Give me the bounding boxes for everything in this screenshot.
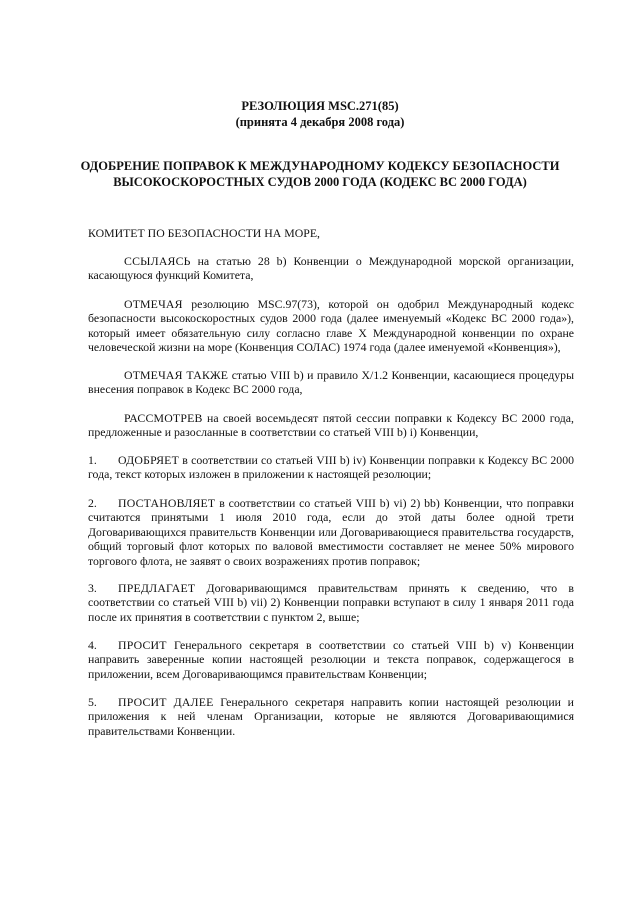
resolution-number: РЕЗОЛЮЦИЯ MSC.271(85) bbox=[241, 99, 399, 113]
preamble-paragraph-3 bbox=[88, 368, 574, 397]
preamble-lead-1: ССЫЛАЯСЬ bbox=[124, 254, 191, 268]
adoption-date: (принята 4 декабря 2008 года) bbox=[235, 115, 405, 129]
operative-paragraph-2 bbox=[88, 496, 574, 568]
operative-text-5: Генерального секретаря направить копии настоящей резолюции и приложения к ней членам Организации, которые не являются Договаривающимися правительствами Конвенции. bbox=[88, 695, 574, 738]
operative-lead-5: ПРОСИТ ДАЛЕЕ bbox=[118, 695, 214, 709]
preamble-paragraph-4 bbox=[88, 411, 574, 440]
operative-lead-1: ОДОБРЯЕТ bbox=[118, 453, 179, 467]
main-title-line-2: ВЫСОКОСКОРОСТНЫХ СУДОВ 2000 ГОДА (КОДЕКС ВС 2000 ГОДА) bbox=[113, 175, 527, 189]
operative-lead-3: ПРЕДЛАГАЕТ bbox=[118, 581, 196, 595]
preamble-lead-3: ОТМЕЧАЯ ТАКЖЕ bbox=[124, 368, 229, 382]
preamble-text-4: на своей восемьдесят пятой сессии поправки к Кодексу ВС 2000 года, предложенные и разосланные в соответствии со статьей VIII b) i) Конвенции, bbox=[88, 411, 574, 440]
preamble-text-2: резолюцию MSC.97(73), которой он одобрил Международный кодекс безопасности высокоскоростных судов 2000 года (далее именуемый «Кодекс ВС 2000 года»), который имеет обязательную силу согласно главе X Международной конвенции по охране человеческой жизни на море (Конвенция СОЛАС) 1974 года (далее именуемой «Конвенция»), bbox=[88, 297, 574, 355]
operative-lead-4: ПРОСИТ bbox=[118, 638, 167, 652]
operative-text-1: в соответствии со статьей VIII b) iv) Конвенции поправки к Кодексу ВС 2000 года, текст которых изложен в приложении к настоящей резолюции; bbox=[88, 453, 574, 482]
preamble-text-1: на статью 28 b) Конвенции о Международной морской организации, касающуюся функций Комитета, bbox=[88, 254, 574, 283]
resolution-header bbox=[60, 98, 580, 130]
operative-number-1: 1. bbox=[88, 453, 97, 467]
main-title-line-1: ОДОБРЕНИЕ ПОПРАВОК К МЕЖДУНАРОДНОМУ КОДЕКСУ БЕЗОПАСНОСТИ bbox=[80, 159, 560, 173]
operative-number-5: 5. bbox=[88, 695, 97, 709]
preamble-lead-2: ОТМЕЧАЯ bbox=[124, 297, 183, 311]
preamble-paragraph-1 bbox=[88, 254, 574, 283]
operative-text-3: Договаривающимся правительствам принять к сведению, что в соответствии со статьей VIII b) vii) 2) Конвенции поправки вступают в силу 1 января 2011 года после их принятия в соответствии с пунктом 2, выше; bbox=[88, 581, 574, 624]
preamble-lead-4: РАССМОТРЕВ bbox=[124, 411, 203, 425]
operative-number-4: 4. bbox=[88, 638, 97, 652]
operative-number-3: 3. bbox=[88, 581, 97, 595]
operative-text-4: Генерального секретаря в соответствии со статьей VIII b) v) Конвенции направить заверенные копии настоящей резолюции и текста поправок, содержащегося в приложении, всем Договаривающимся правительствам Конвенции; bbox=[88, 638, 574, 681]
operative-paragraph-3 bbox=[88, 581, 574, 624]
operative-lead-2: ПОСТАНОВЛЯЕТ bbox=[118, 496, 216, 510]
operative-number-2: 2. bbox=[88, 496, 97, 510]
preamble-text-3: статью VIII b) и правило X/1.2 Конвенции, касающиеся процедуры внесения поправок в Кодекс ВС 2000 года, bbox=[88, 368, 574, 397]
committee-line: КОМИТЕТ ПО БЕЗОПАСНОСТИ НА МОРЕ, bbox=[88, 226, 320, 240]
main-title bbox=[60, 158, 580, 190]
operative-paragraph-4 bbox=[88, 638, 574, 681]
preamble-paragraph-2 bbox=[88, 297, 574, 355]
operative-paragraph-5 bbox=[88, 695, 574, 738]
operative-text-2: в соответствии со статьей VIII b) vi) 2) bb) Конвенции, что поправки считаются принятыми 1 июля 2010 года, если до этой даты более одной трети Договаривающихся правительств Конвенции или Договаривающиеся правительства государств, общий торговый флот которых по валовой вместимости составляет не менее 50% мирового торгового флота, не заявят о своих возражениях против поправок; bbox=[88, 496, 574, 568]
operative-paragraph-1 bbox=[88, 453, 574, 482]
